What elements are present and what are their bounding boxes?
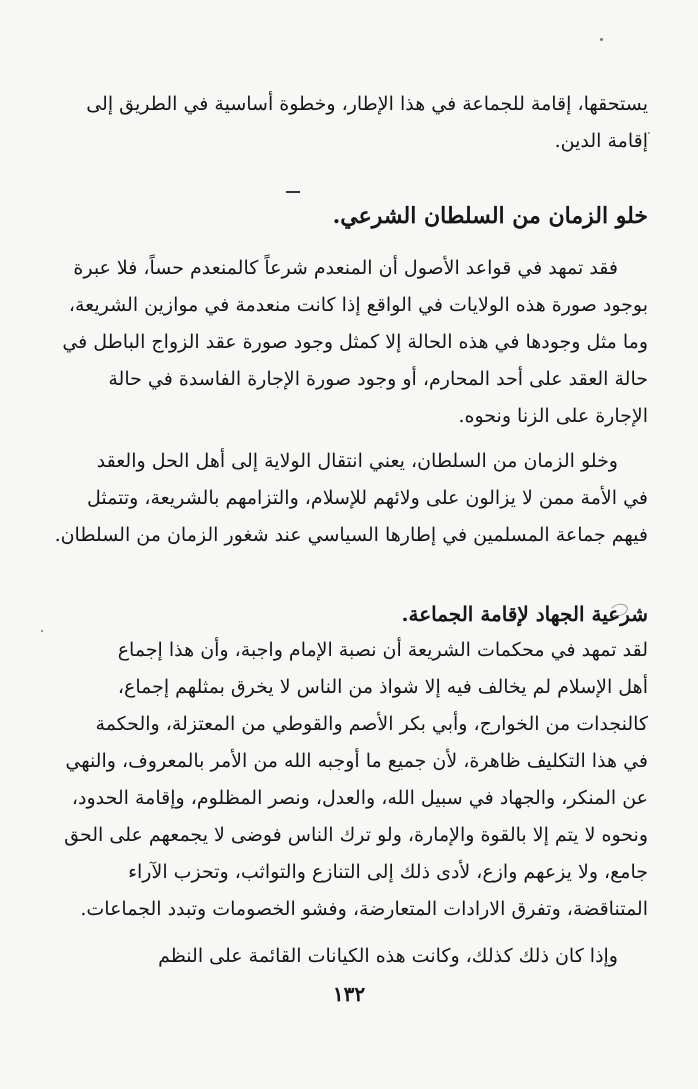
text-line: وإذا كان ذلك كذلك، وكانت هذه الكيانات القائمة على النظم <box>158 945 618 967</box>
section-heading-2 <box>38 596 648 633</box>
page-number-text: ١٣٢ <box>332 982 366 1006</box>
text-line: كالنجدات من الخوارج، وأبي بكر الأصم والقوطي من المعتزلة، والحكمة <box>95 713 648 735</box>
text-line: يستحقها، إقامة للجماعة في هذا الإطار، وخطوة أساسية في الطريق إلى <box>86 93 648 115</box>
text-line: الإجارة على الزنا ونحوه. <box>458 405 648 427</box>
text-line: في هذا التكليف ظاهرة، لأن جميع ما أوجبه الله من الأمر بالمعروف، والنهي <box>65 750 648 772</box>
text-line: جامع، ولا يزعهم وازع، لأدى ذلك إلى التنازع والتواثب، وتحزب الآراء <box>128 861 648 883</box>
scan-speck <box>648 132 650 134</box>
heading-text: خلو الزمان من السلطان الشرعي. <box>332 203 648 229</box>
section-heading-1 <box>38 196 648 236</box>
text-line: وما مثل وجودها في هذه الحالة إلا كمثل وجود صورة عقد الزواج الباطل في <box>62 331 648 353</box>
text-line: ونحوه لا يتم إلا بالقوة والإمارة، ولو ترك الناس فوضى لا يجمعهم على الحق <box>64 824 648 846</box>
text-line: المتناقضة، وتفرق الارادات المتعارضة، وفشو الخصومات وتبدد الجماعات. <box>80 898 648 920</box>
scan-speck <box>600 38 603 41</box>
paragraph-2 <box>38 443 648 554</box>
text-line: إقامة الدين. <box>554 130 648 152</box>
text-line: فيهم جماعة المسلمين في إطارها السياسي عند شغور الزمان من السلطان. <box>54 524 648 546</box>
paragraph-intro <box>38 86 648 160</box>
text-line: في الأمة ممن لا يزالون على ولائهم للإسلام، والتزامهم بالشريعة، وتتمثل <box>86 487 648 509</box>
scan-mark <box>286 191 300 193</box>
text-line: أهل الإسلام لم يخالف فيه إلا شواذ من الناس لا يخرق بمثلهم إجماع، <box>117 676 648 698</box>
text-line: لقد تمهد في محكمات الشريعة أن نصبة الإمام واجبة، وأن هذا إجماع <box>117 639 648 661</box>
text-line: بوجود صورة هذه الولايات في الواقع إذا كانت منعدمة في موازين الشريعة، <box>68 294 648 316</box>
paragraph-4 <box>38 938 648 975</box>
paragraph-1 <box>38 250 648 435</box>
page-number <box>0 982 698 1006</box>
text-line: حالة العقد على أحد المحارم، أو وجود صورة الإجارة الفاسدة في حالة <box>108 368 648 390</box>
text-line: وخلو الزمان من السلطان، يعني انتقال الولاية إلى أهل الحل والعقد <box>96 450 618 472</box>
heading-text: شرعية الجهاد لإقامة الجماعة. <box>401 602 648 626</box>
text-line: فقد تمهد في قواعد الأصول أن المنعدم شرعاً كالمنعدم حساً، فلا عبرة <box>73 257 618 279</box>
paragraph-3 <box>38 632 648 928</box>
text-line: عن المنكر، والجهاد في سبيل الله، والعدل، ونصر المظلوم، وإقامة الحدود، <box>71 787 648 809</box>
